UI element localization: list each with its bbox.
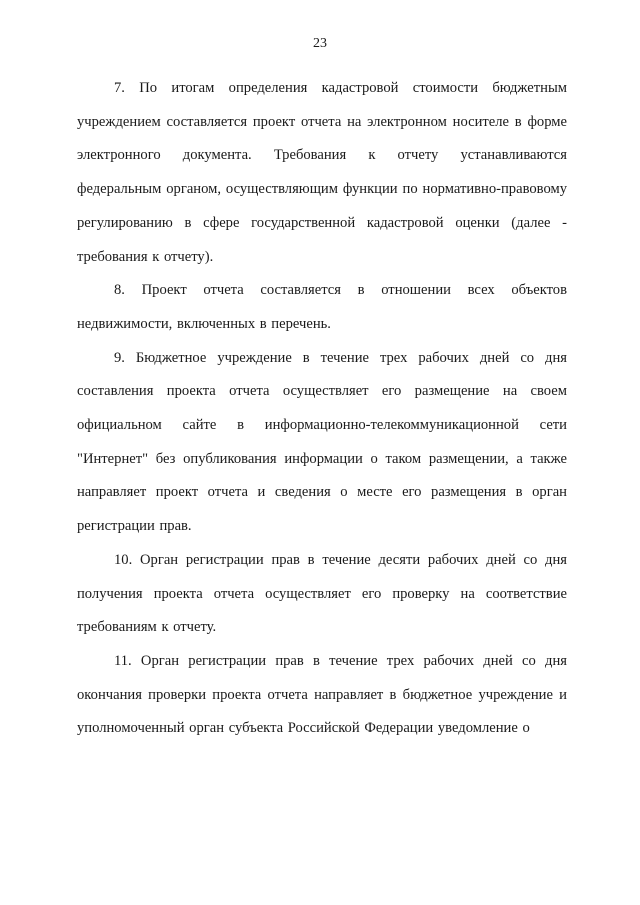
document-body xyxy=(77,72,567,746)
page-number: 23 xyxy=(313,36,327,51)
paragraph-11: 11. Орган регистрации прав в течение трех рабочих дней со дня окончания проверки проекта отчета направляет в бюджетное учреждение и уполномоченный орган субъекта Российской Федерации уведомление о xyxy=(77,652,567,737)
paragraph-10: 10. Орган регистрации прав в течение десяти рабочих дней со дня получения проекта отчета осуществляет его проверку на соответствие требованиям к отчету. xyxy=(77,551,567,636)
paragraph-9: 9. Бюджетное учреждение в течение трех рабочих дней со дня составления проекта отчета осуществляет его размещение на своем официальном сайте в информационно-телекоммуникационной сети "Интернет" без опубликования информации о таком размещении, а также направляет проект отчета и сведения о месте его размещения в орган регистрации прав. xyxy=(77,349,567,535)
paragraph-7: 7. По итогам определения кадастровой стоимости бюджетным учреждением составляется проект отчета на электронном носителе в форме электронного документа. Требования к отчету устанавливаются федеральным органом, осуществляющим функции по нормативно-правовому регулированию в сфере государственной кадастровой оценки (далее - требования к отчету). xyxy=(77,80,567,265)
paragraph-8: 8. Проект отчета составляется в отношении всех объектов недвижимости, включенных в перечень. xyxy=(77,282,567,332)
